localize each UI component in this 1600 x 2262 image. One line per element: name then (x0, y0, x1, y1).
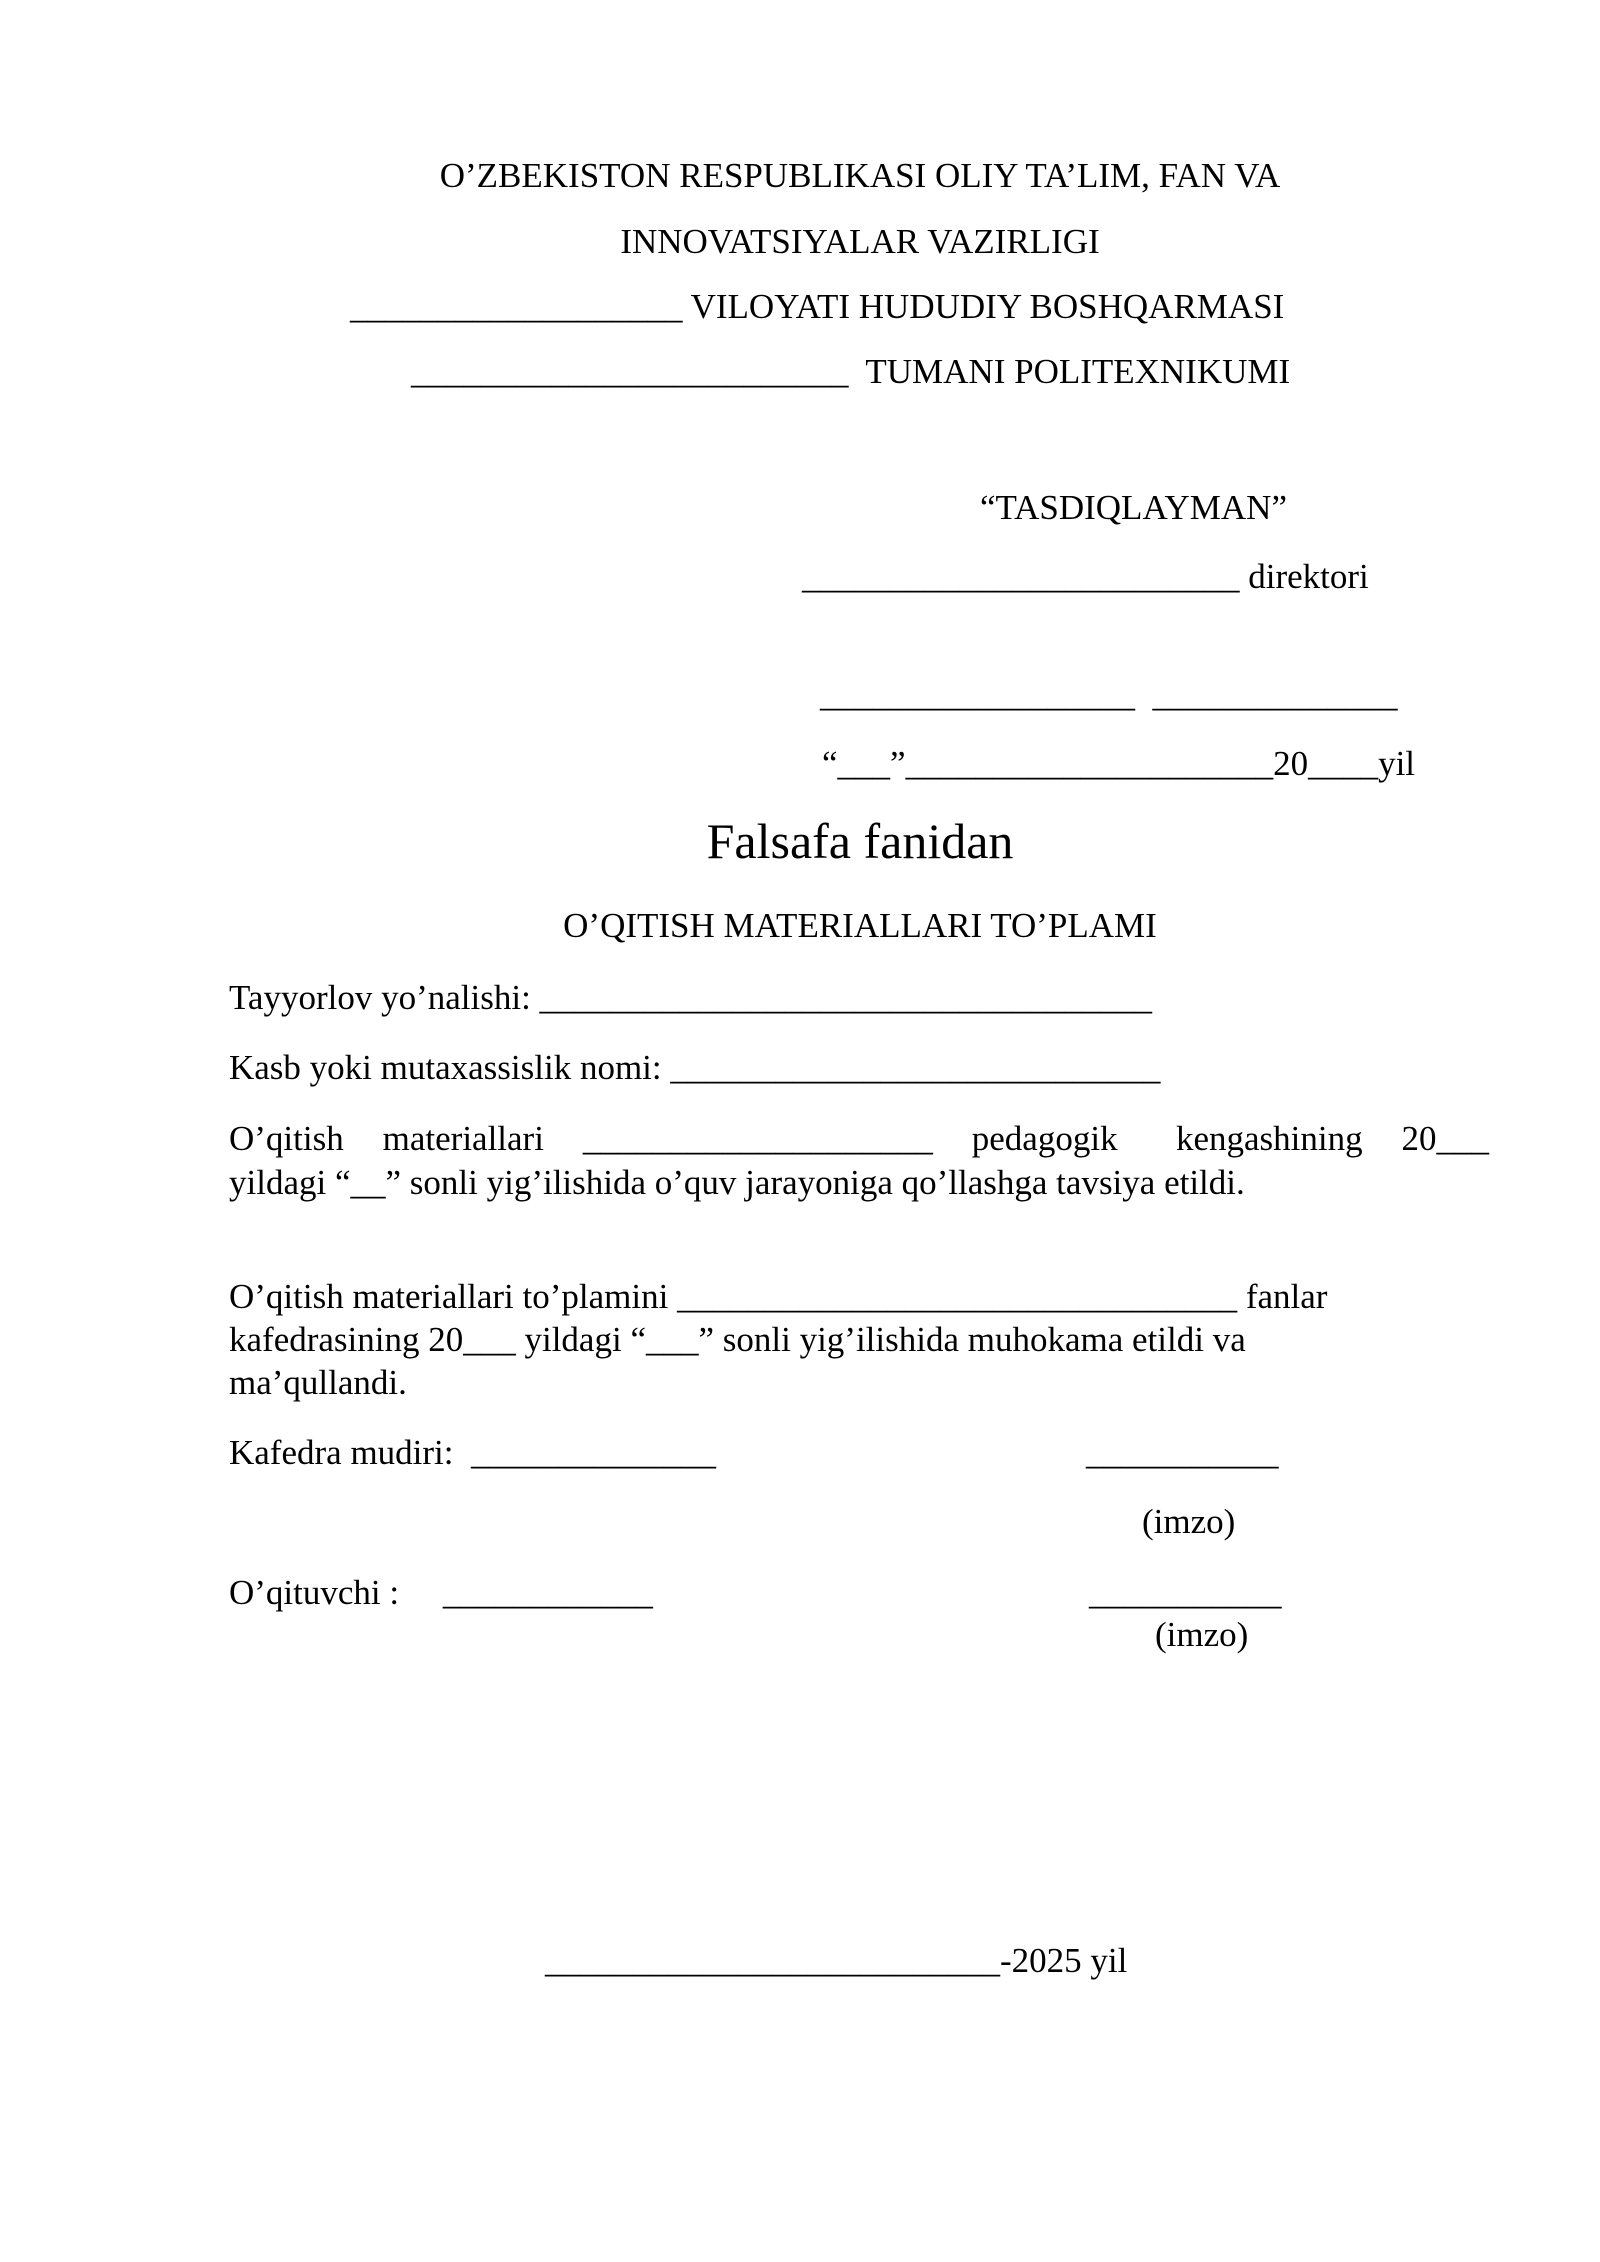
polytechnic-line: _________________________ TUMANI POLITEXNIKUMI (411, 352, 1291, 391)
region-administration-line: ___________________ VILOYATI HUDUDIY BOSHQARMASI (350, 287, 1285, 326)
department-head-signature-line: ___________ (1086, 1433, 1279, 1472)
ministry-line-2: INNOVATSIYALAR VAZIRLIGI (620, 222, 1100, 261)
paragraph-2-line-1: O’qitish materiallari to’plamini ________________________________ fanlar (229, 1277, 1328, 1316)
director-line: _________________________ direktori (802, 557, 1369, 596)
teacher-signature-caption: (imzo) (1155, 1615, 1249, 1654)
subject-title: Falsafa fanidan (706, 813, 1014, 869)
paragraph-2-line-2: kafedrasining 20___ yildagi “___” sonli yig’ilishida muhokama etildi va (229, 1320, 1246, 1359)
ministry-line-1: O’ZBEKISTON RESPUBLIKASI OLIY TA’LIM, FAN VA (439, 156, 1281, 195)
footer-year-line: __________________________-2025 yil (545, 1941, 1128, 1980)
direction-field: Tayyorlov yo’nalishi: ___________________________________ (229, 978, 1153, 1017)
collection-title: O’QITISH MATERIALLARI TO’PLAMI (563, 906, 1157, 945)
department-head-signature-caption: (imzo) (1142, 1502, 1236, 1541)
approval-date-line: “___”_____________________20____yil (822, 744, 1416, 783)
approval-signature-line: __________________ ______________ (820, 675, 1398, 714)
specialty-field: Kasb yoki mutaxassislik nomi: ____________________________ (229, 1048, 1161, 1087)
paragraph-2-line-3: ma’qullandi. (229, 1363, 407, 1402)
teacher-signature-line: ___________ (1089, 1573, 1282, 1612)
paragraph-1-line-1: O’qitish materiallari ____________________ pedagogik kengashining 20___ (229, 1119, 1489, 1158)
approval-heading: “TASDIQLAYMAN” (980, 488, 1287, 527)
department-head-field: Kafedra mudiri: ______________ (229, 1433, 716, 1472)
teacher-field: O’qituvchi : ____________ (229, 1573, 653, 1612)
paragraph-1-line-2: yildagi “__” sonli yig’ilishida o’quv jarayoniga qo’llashga tavsiya etildi. (229, 1163, 1245, 1202)
